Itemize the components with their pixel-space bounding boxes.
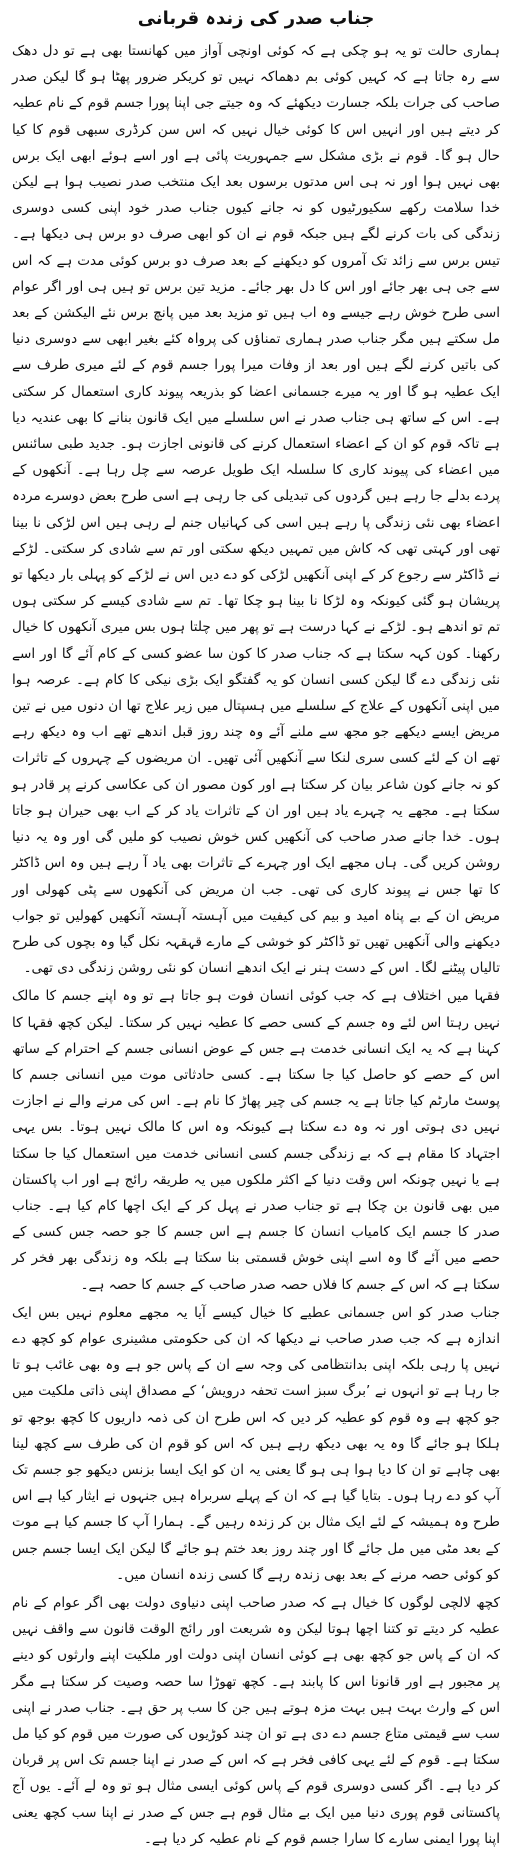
article-title: جناب صدر کی زندہ قربانی (137, 8, 375, 29)
article-paragraph-3: جناب صدر کو اس جسمانی عطیے کا خیال کیسے آیا یہ مجھے معلوم نہیں بس ایک اندازہ ہے کہ جب صدر صاحب نے دیکھا کہ ان کی حکومتی مشینری عوام کو کچھ دے نہیں پا رہی بلکہ اپنی بدانتظامی کی وجہ سے ان کے پاس جو ہے وہ بھی غائب ہو تا جا رہا ہے تو انہوں نے ’برگ سبز است تحفہ درویش‘ کے مصداق اپنی ذاتی ملکیت میں جو کچھ ہے وہ قوم کو عطیہ کر دیں کہ اس طرح ان کی ذمہ داریوں کا کچھ بوجھ تو ہلکا ہو جائے گا وہ یہ بھی دیکھ رہے ہیں کہ اس کو قوم ان کی طرف سے کچھ لینا بھی چاہے تو ان کا دیا ہوا ہی ہو گا یعنی یہ ان کو ایک ایسا بزنس دیکھو جو جسم تک آپ کو دے رہا ہوں۔ بتایا گیا ہے کہ ان کے پہلے سربراہ ہیں جنہوں نے ایثار کیا ہے اس طرح وہ ہمیشہ کے لئے ایک مثال بن کر زندہ رہیں گے۔ ہمارا آپ کا جسم کیا ہے موت کے بعد مٹی میں مل جائے گا اور چند روز بعد ختم ہو جائے گا لیکن ایک ایسا جسم جس کو کوئی حصہ مرنے کے بعد بھی زندہ رہے گا کسی زندہ انسان میں۔ (12, 1304, 500, 1583)
article-paragraph-2: فقہا میں اختلاف ہے کہ جب کوئی انسان فوت ہو جاتا ہے تو وہ اپنے جسم کا مالک نہیں رہتا اس لئے وہ جسم کے کسی حصے کا عطیہ نہیں کر سکتا۔ لیکن کچھ فقہا کا کہنا ہے کہ یہ ایک انسانی خدمت ہے جس کے عوض انسانی جسم کے احترام کے ساتھ اس کے حصے کو حاصل کیا جا سکتا ہے۔ کسی حادثاتی موت میں انسانی جسم کا پوسٹ مارٹم کیا جاتا ہے یہ جسم کی چیر پھاڑ کا نام ہے۔ اس کی مرنے والے نے اجازت نہیں دی ہوتی اور نہ وہ دے سکتا ہے کیونکہ وہ اس کا مالک نہیں ہوتا۔ بس یہی اجتہاد کا مقام ہے کہ بے زندگی جسم کسی انسانی خدمت میں استعمال کیا جا سکتا ہے یا نہیں چونکہ اس وقت دنیا کے اکثر ملکوں میں یہ طریقہ رائج ہے اور اب پاکستان میں بھی قانون بن چکا ہے تو جناب صدر نے پہل کر کے ایک اچھا کام کیا ہے۔ جناب صدر کا جسم ایک کامیاب انسان کا جسم ہے اس جسم کا جو حصہ جس کسی کے حصے میں آئے گا وہ اسے اپنی خوش قسمتی بنا سکتا ہے بلکہ وہ زندگی بھر فخر کر سکتا ہے کہ اس کے جسم کا فلاں حصہ صدر صاحب کے جسم کا حصہ ہے۔ (12, 988, 500, 1293)
article-paragraph-4: کچھ لالچی لوگوں کا خیال ہے کہ صدر صاحب اپنی دنیاوی دولت بھی اگر عوام کے نام عطیہ کر دیتے تو کتنا اچھا ہوتا لیکن وہ شریعت اور رائج الوقت قانون سے واقف نہیں کہ ان کے پاس جو کچھ بھی ہے کوئی انسان اپنی دولت اور ملکیت اپنے وارثوں کو دینے پر مجبور ہے اور قانونا اس کا پابند ہے۔ کچھ تھوڑا سا حصہ وصیت کر سکتا ہے مگر اس کے وارث بہت ہیں بہت مزہ ہوتے ہیں جن کا سب پر حق ہے۔ جناب صدر نے اپنی سب سے قیمتی متاع جسم دے دی ہے تو ان چند کوڑیوں کی صورت میں قوم کو کیا مل سکتا ہے۔ قوم کے لئے یہی کافی فخر ہے کہ اس کے صدر نے اپنا جسم تک اس پر قربان کر دیا ہے۔ اگر کسی دوسری قوم کے پاس کوئی ایسی مثال ہو تو وہ لے آئے۔ یوں آج پاکستانی قوم پوری دنیا میں ایک بے مثال قوم ہے جس کے صدر نے اپنا سب کچھ یعنی اپنا پورا ایمنی سارے کا سارا جسم قوم کے نام عطیہ کر دیا ہے۔ (12, 1594, 500, 1847)
article-paragraph-1: ہماری حالت تو یہ ہو چکی ہے کہ کوئی اونچی آواز میں کھانستا بھی ہے تو دل دھک سے رہ جاتا ہے کہ کہیں کوئی بم دھماکہ نہیں تو کریکر ضرور پھٹا ہو گا لیکن صدر صاحب کی جرات بلکہ جسارت دیکھئے کہ وہ جیتے جی اپنا پورا جسم قوم کے نام عطیہ کر دیتے ہیں اور انہیں اس کا کوئی خیال نہیں کہ اس سن کرڈری سبھی قوم کا کیا حال ہو گا۔ قوم نے بڑی مشکل سے جمہوریت پائی ہے اور اسے ہوئے ابھی ایک برس بھی نہیں ہوا اور نہ ہی اس مدتوں برسوں بعد ایک منتخب صدر نصیب ہوا ہے لیکن خدا سلامت رکھے سکیورٹیوں کو نہ جانے کیوں جناب صدر خود اپنی کسی دوسری زندگی کی بات کرنے لگے ہیں جبکہ قوم نے ان کو ابھی صرف دو برس ہی دیکھا ہے۔ تیس برس سے زائد تک آمروں کو دیکھنے کے بعد صرف دو برس کوئی مدت ہے کہ اس سے جی ہی بھر جائے اور اس کا دل بھر جائے۔ مزید تین برس تو ہیں ہی اور اگر عوام اسی طرح خوش رہے جیسے وہ اب ہیں تو مزید بعد میں پانچ برس نئے الیکشن کے بعد مل سکتے ہیں مگر جناب صدر ہماری تمناؤں کی پرواہ کئے بغیر ابھی سے دوسری دنیا کی باتیں کرنے لگے ہیں اور بعد از وفات میرا پورا جسم قوم کے لئے میری طرف سے ایک عطیہ ہو گا اور یہ میرے جسمانی اعضا کو بذریعہ پیوند کاری استعمال کر سکتی ہے۔ اس کے ساتھ ہی جناب صدر نے اس سلسلے میں ایک قانون بنانے کا بھی عندیہ دیا ہے تاکہ قوم کو ان کے اعضاء استعمال کرنے کی قانونی اجازت ہو۔ جدید طبی سائنس میں اعضاء کی پیوند کاری کا سلسلہ ایک طویل عرصہ سے چل رہا ہے۔ آنکھوں کے پردے بدلے جا رہے ہیں گردوں کی تبدیلی کی جا رہی ہے اسی طرح بعض دوسرے مردہ اعضاء بھی نئی زندگی پا رہے ہیں اسی کی کہانیاں جنم لے رہی ہیں اس لڑکی نا بینا تھی اور کہتی تھی کہ کاش میں تمہیں دیکھ سکتی اور تم سے شادی کر سکتی۔ لڑکے نے ڈاکٹر سے رجوع کر کے اپنی آنکھیں لڑکی کو دے دیں اس نے لڑکے کو پہلی بار دیکھا تو پریشان ہو گئی کیونکہ وہ لڑکا نا بینا ہو چکا تھا۔ تم سے شادی کیسے کر سکتی ہوں تم تو اندھے ہو۔ لڑکے نے کہا درست ہے تو پھر میں چلتا ہوں بس میری آنکھوں کا خیال رکھنا۔ کون کہہ سکتا ہے کہ جناب صدر کا کون سا عضو کسی کے کام آئے گا اور اسے نئی زندگی دے گا لیکن کسی انسان کو یہ گفتگو ایک بڑی نیکی کا کام ہے۔ عرصہ ہوا میں اپنی آنکھوں کے علاج کے سلسلے میں ہسپتال میں زیر علاج تھا ان دنوں میں نے تین مریض ایسے دیکھے جو مجھ سے ملنے آئے وہ چند روز قبل اندھے تھے اب وہ دیکھ رہے تھے ان کے لئے کسی سری لنکا سے آنکھیں آئی تھیں۔ ان مریضوں کے چہروں کے تاثرات کو نہ جانے کون شاعر بیان کر سکتا ہے اور کون مصور ان کی عکاسی کرنے پر قادر ہو سکتا ہے۔ مجھے یہ چہرے یاد ہیں اور ان کے تاثرات یاد کر کے اب بھی حیران ہو جاتا ہوں۔ خدا جانے صدر صاحب کی آنکھیں کس خوش نصیب کو ملیں گی اور وہ یہ دنیا روشن کریں گی۔ ہاں مجھے ایک اور چہرے کے تاثرات بھی یاد آ رہے ہیں وہ اس ڈاکٹر کا تھا جس نے پیوند کاری کی تھی۔ جب ان مریض کی آنکھوں سے پٹی کھولی اور مریض ان کے بے پناہ امید و بیم کی کیفیت میں آہستہ آہستہ آنکھیں کھولیں تو جواب دیکھنے والی آنکھیں تھیں تو ڈاکٹر کو خوشی کے مارے قہقہہ نکل گیا وہ بچوں کی طرح تالیاں پیٹنے لگا۔ اس کے دست ہنر نے ایک اندھے انسان کو نئی روشن زندگی دی تھی۔ (12, 43, 500, 977)
